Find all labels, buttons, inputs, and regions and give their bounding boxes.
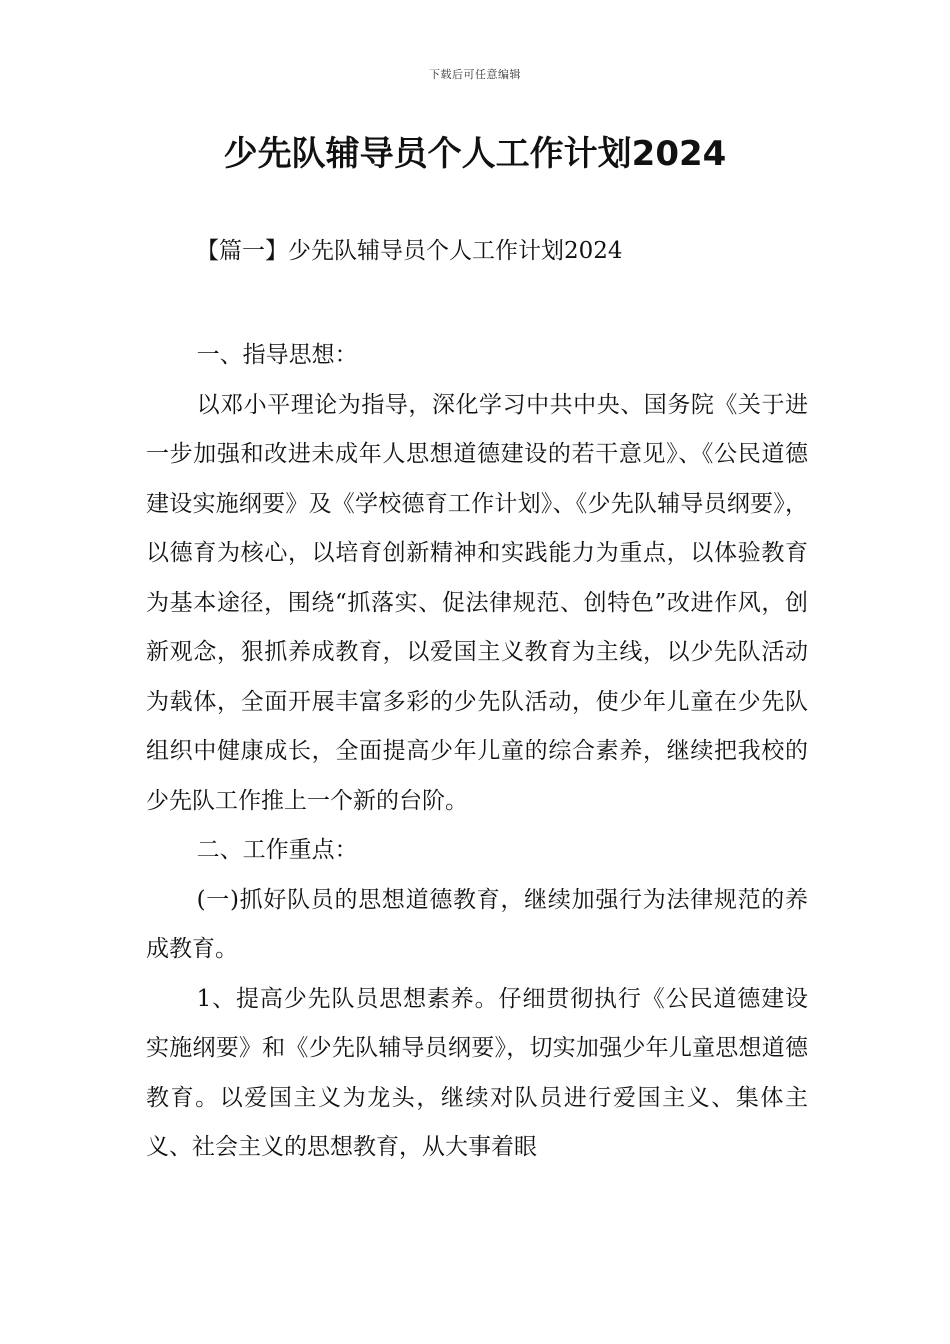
header-note: 下载后可任意编辑: [429, 68, 521, 81]
section-title: 【篇一】少先队辅导员个人工作计划2024: [196, 238, 623, 264]
paragraph-focus-one: (一)抓好队员的思想道德教育，继续加强行为法律规范的养成教育。: [146, 886, 808, 962]
document-title: 少先队辅导员个人工作计划2024: [223, 134, 727, 174]
document-body: [146, 331, 808, 1173]
heading-work-focus: 二、工作重点：: [196, 837, 358, 863]
paragraph-guiding-thought: 以邓小平理论为指导，深化学习中共中央、国务院《关于进一步加强和改进未成年人思想道德建设的若干意见》、《公民道德建设实施纲要》及《学校德育工作计划》、《少先队辅导员纲要》，以德育为核心，以培育创新精神和实践能力为重点，以体验教育为基本途径，围绕“抓落实、促法律规范、创特色”改进作风，创新观念，狠抓养成教育，以爱国主义教育为主线，以少先队活动为载体，全面开展丰富多彩的少先队活动，使少年儿童在少先队组织中健康成长，全面提高少年儿童的综合素养，继续把我校的少先队工作推上一个新的台阶。: [146, 391, 808, 814]
paragraph-item-one: 1、提高少先队员思想素养。仔细贯彻执行《公民道德建设实施纲要》和《少先队辅导员纲要》，切实加强少年儿童思想道德教育。以爱国主义为龙头，继续对队员进行爱国主义、集体主义、社会主义的思想教育，从大事着眼: [146, 985, 808, 1160]
heading-guiding-thought: 一、指导思想：: [196, 342, 358, 368]
